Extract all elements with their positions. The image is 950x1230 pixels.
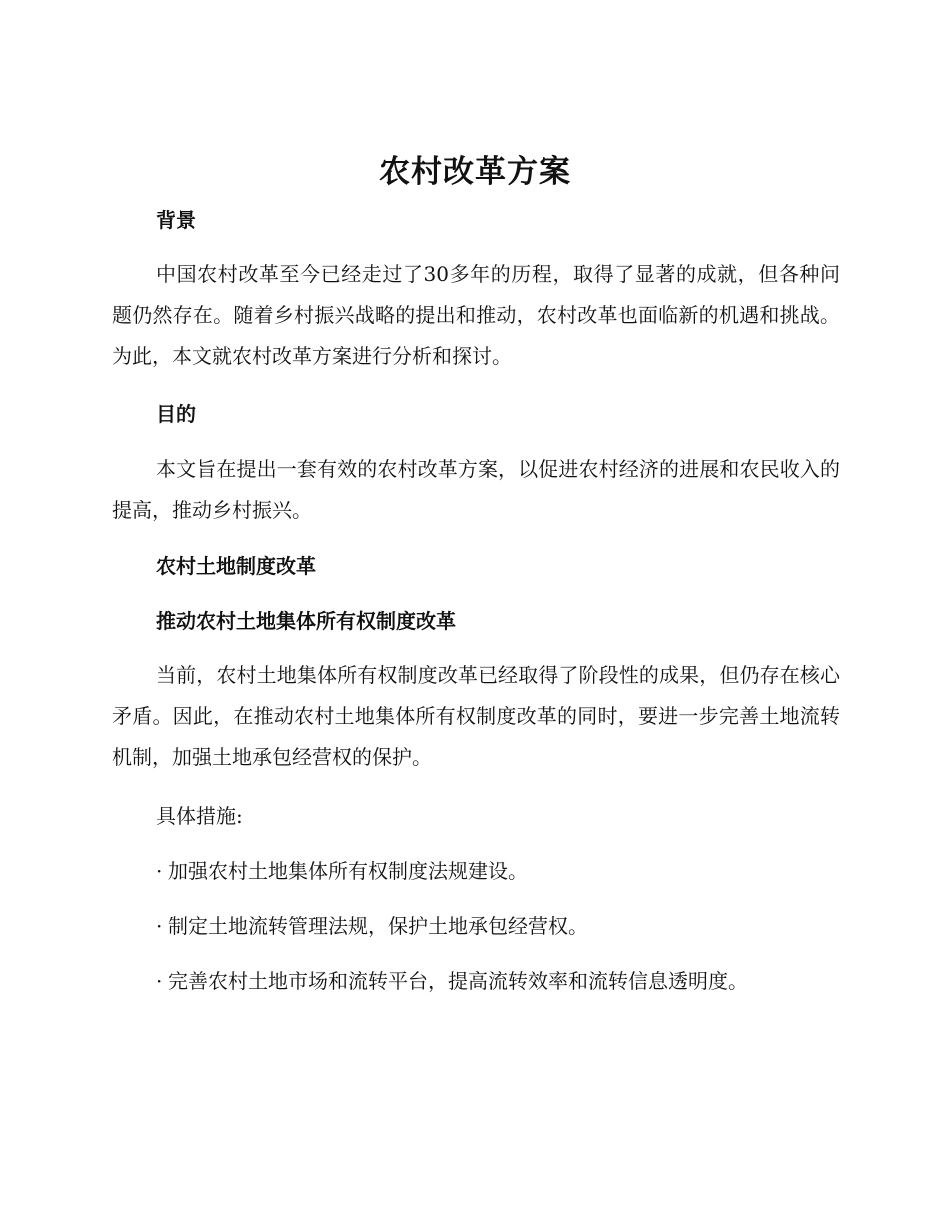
subsection-heading-collective-ownership: 推动农村土地集体所有权制度改革 <box>156 609 456 633</box>
bullet-marker: · <box>156 859 163 883</box>
section-heading-background: 背景 <box>156 208 196 232</box>
document-title: 农村改革方案 <box>379 154 571 190</box>
list-item <box>156 966 748 996</box>
section-heading-purpose: 目的 <box>156 402 196 426</box>
list-item-text: 完善农村土地市场和流转平台，提高流转效率和流转信息透明度。 <box>168 969 748 993</box>
paragraph-background: 中国农村改革至今已经走过了30多年的历程，取得了显著的成就，但各种问题仍然存在。随着乡村振兴战略的提出和推动，农村改革也面临新的机遇和挑战。为此，本文就农村改革方案进行分析和探讨。 <box>112 262 840 368</box>
paragraph-collective-ownership: 当前，农村土地集体所有权制度改革已经取得了阶段性的成果，但仍存在核心矛盾。因此，在推动农村土地集体所有权制度改革的同时，要进一步完善土地流转机制，加强土地承包经营权的保护。 <box>112 663 840 769</box>
list-item-text: 加强农村土地集体所有权制度法规建设。 <box>168 859 528 883</box>
paragraph-purpose: 本文旨在提出一套有效的农村改革方案，以促进农村经济的进展和农民收入的提高，推动乡村振兴。 <box>112 457 840 522</box>
bullet-marker: · <box>156 969 163 993</box>
list-item <box>156 911 588 941</box>
list-item-text: 制定土地流转管理法规，保护土地承包经营权。 <box>168 914 588 938</box>
list-item <box>156 856 528 886</box>
bullet-marker: · <box>156 914 163 938</box>
measures-label: 具体措施: <box>156 804 243 828</box>
section-heading-land-reform: 农村土地制度改革 <box>156 554 316 578</box>
